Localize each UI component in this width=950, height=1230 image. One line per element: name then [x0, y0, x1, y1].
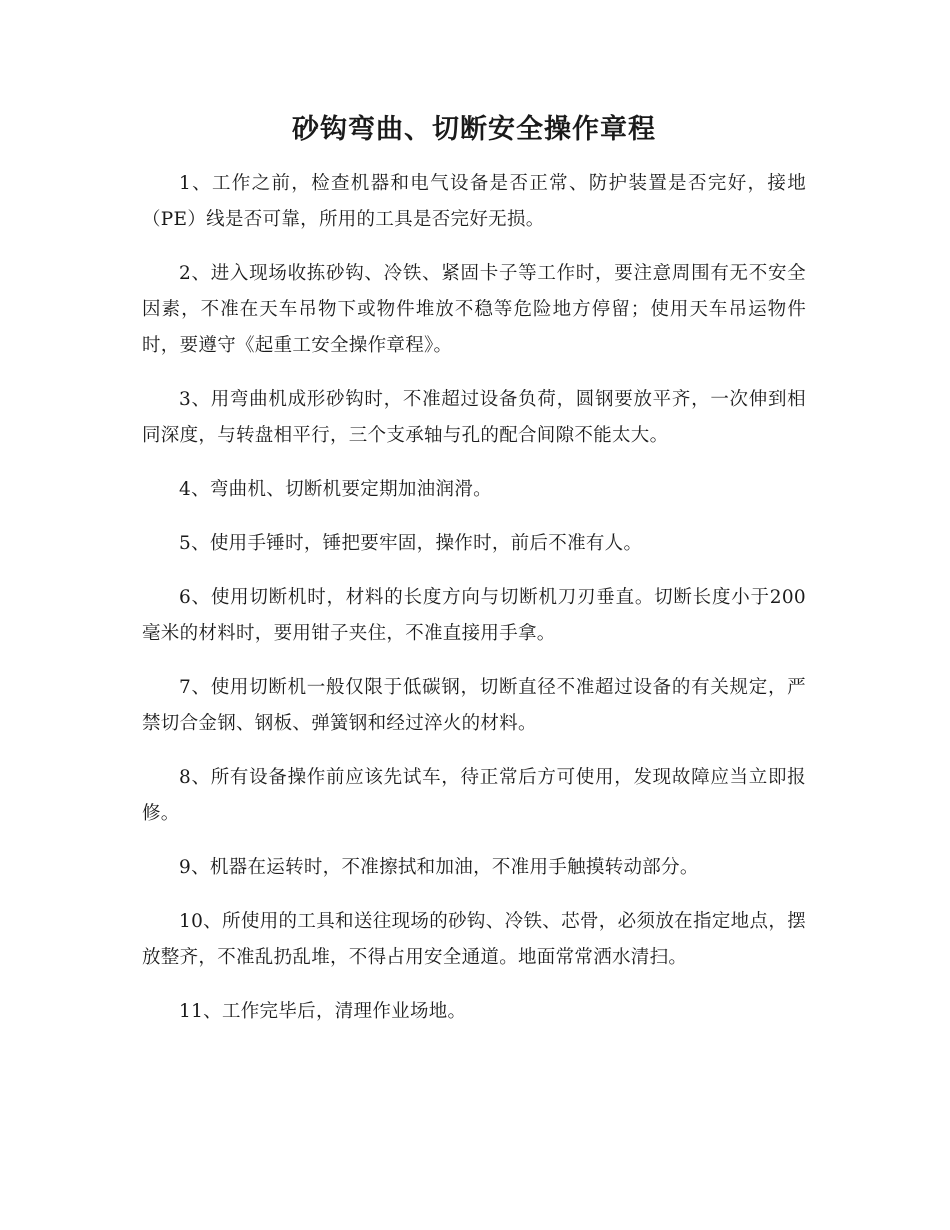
- clause-1: 1、工作之前，检查机器和电气设备是否正常、防护装置是否完好，接地（PE）线是否可靠，所用的工具是否完好无损。: [142, 173, 806, 230]
- clause-2: 2、进入现场收拣砂钩、冷铁、紧固卡子等工作时，要注意周围有无不安全因素，不准在天车吊物下或物件堆放不稳等危险地方停留；使用天车吊运物件时，要遵守《起重工安全操作章程》。: [142, 263, 806, 356]
- clause-9: 9、机器在运转时，不准擦拭和加油，不准用手触摸转动部分。: [179, 857, 699, 878]
- clause-11: 11、工作完毕后，清理作业场地。: [179, 1001, 467, 1022]
- clause-10: 10、所使用的工具和送往现场的砂钩、冷铁、芯骨，必须放在指定地点，摆放整齐，不准乱扔乱堆，不得占用安全通道。地面常常洒水清扫。: [142, 911, 806, 968]
- clause-8: 8、所有设备操作前应该先试车，待正常后方可使用，发现故障应当立即报修。: [142, 767, 806, 824]
- document-title: 砂钩弯曲、切断安全操作章程: [292, 114, 656, 145]
- clause-6: 6、使用切断机时，材料的长度方向与切断机刀刃垂直。切断长度小于200毫米的材料时，要用钳子夹住，不准直接用手拿。: [142, 587, 806, 644]
- clause-5: 5、使用手锤时，锤把要牢固，操作时，前后不准有人。: [179, 533, 643, 554]
- clause-3: 3、用弯曲机成形砂钩时，不准超过设备负荷，圆钢要放平齐，一次伸到相同深度，与转盘相平行，三个支承轴与孔的配合间隙不能太大。: [142, 389, 806, 446]
- document-page: [142, 108, 806, 1048]
- clause-7: 7、使用切断机一般仅限于低碳钢，切断直径不准超过设备的有关规定，严禁切合金钢、钢板、弹簧钢和经过淬火的材料。: [142, 677, 806, 734]
- clause-4: 4、弯曲机、切断机要定期加油润滑。: [179, 479, 492, 500]
